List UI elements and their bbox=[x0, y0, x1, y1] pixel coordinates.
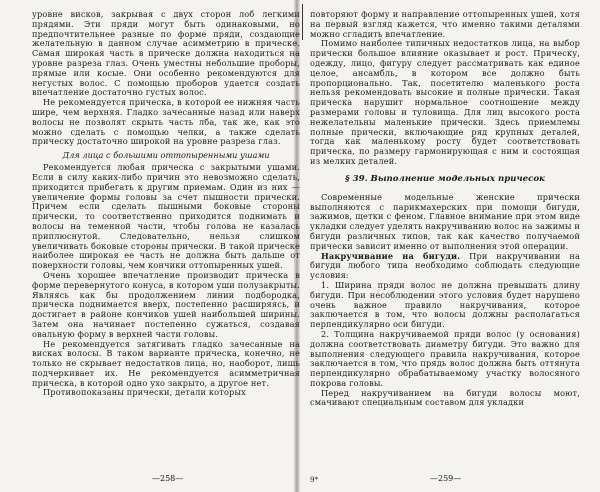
left-paragraph-1: уровне висков, закрывая с двух сторон лоб легкими прядями. Эти пряди могут быть одинаковыми, но предпочтительнее разные по форме пряди, создающие желательную в данном случае асимметрию в прическе. Самая широкая часть в прическе должна находиться на уровне разреза глаз. Очень уместны небольшие проборы, прямые или косые. Они особенно рекомендуются для негустых волос. С помощью проборов удается создать впечатление достаточно густых волос. bbox=[32, 10, 300, 98]
right-paragraph-1: повторяют форму и направление оттопыренных ушей, хотя на первый взгляд кажется, что именно такими деталями можно сгладить впечатление. bbox=[310, 10, 580, 39]
bold-run-heading: Накручивание на бигуди. bbox=[321, 250, 461, 261]
spine-mark bbox=[302, 4, 303, 40]
signature-mark: 9* bbox=[310, 476, 318, 484]
left-paragraph-2: Не рекомендуется прическа, в которой ее нижняя часть шире, чем верхняя. Гладко зачесанные назад или наверх волосы не позволят скрыть часть лба, так же, как это можно сделать с помощью челки, а также сделать прическу достаточно широкой на уровне разреза глаз. bbox=[32, 97, 300, 147]
left-page-number: —258— bbox=[152, 474, 184, 483]
left-page bbox=[32, 10, 300, 484]
right-page-number: —259— bbox=[430, 474, 462, 483]
right-paragraph-7: Перед накручиванием на бигуди волосы моют, смачивают специальным составом для укладки bbox=[310, 387, 580, 408]
paragraph-4-rest: При накручивании на бигуди любого типа необходимо соблюдать следующие условия: bbox=[310, 250, 580, 281]
left-subheading: Для лица с большими оттопыренными ушами bbox=[62, 150, 270, 161]
right-page bbox=[310, 10, 580, 484]
right-paragraph-6: 2. Толщина накручиваемой пряди волос (у основания) должна соответствовать диаметру бигуди. Это важно для выполнения следующего правила накручивания, которое заключается в том, что прядь волос должна быть оттянута перпендикулярно обрабатываемому участку волосяного покрова головы. bbox=[310, 328, 580, 388]
left-paragraph-6: Противопоказаны прически, детали которых bbox=[43, 387, 246, 398]
left-paragraph-3: Рекомендуется любая прическа с закрытыми ушами. Если в силу каких-либо причин это невозможно сделать, приходится прибегать к другим приемам. Один из них — увеличение формы головы за счет пышности прически. Причем если сделать пышными боковые стороны прически, то соответственно приходится поднимать и волосы на теменной части, чтобы голова не казалась приплюснутой. Следовательно, нельзя слишком увеличивать боковые стороны прически. В такой прическе наиболее широкая ее часть не должна быть дальше от поверхности головы, чем кончики оттопыренных ушей. bbox=[32, 162, 300, 271]
left-paragraph-5: Не рекомендуется затягивать гладко зачесанные на висках волосы. В таком варианте прическа, конечно, не только не скрывает недостатков лица, но, наоборот, лишь подчеркивает их. Не рекомендуется асимметричная прическа, в которой одно ухо закрыто, а другое нет. bbox=[32, 338, 300, 388]
right-paragraph-3: Современные модельные женские прически выполняются с парикмахерских при помощи бигуди, зажимов, щетки с феном. Главное внимание при этом виде укладки следует уделять накручиванию волос на зажимы и бигуди различных типов, так как качество получаемой прически зависит именно от выполнения этой операции. bbox=[310, 191, 580, 251]
section-title: § 39. Выполнение модельных причесок bbox=[345, 173, 545, 184]
right-paragraph-2: Помимо наиболее типичных недостатков лица, на выбор прически большое влияние оказывает и рост. Прическу, одежду, лицо, фигуру следует рассматривать как единое целое, ансамбль, в котором все должно быть пропорционально. Так, посетителю маленького роста нельзя рекомендовать высокие и полные прически. Такая прическа нарушит нормальное соотношение между размерами головы и туловища. Для лиц высокого роста нежелательны маленькие прически. Здесь приемлемы полные прически, включающие ряд крупных деталей, тогда как маленькому росту будет соответствовать прическа, по размеру гармонирующая с ним и состоящая из мелких деталей. bbox=[310, 38, 580, 166]
left-paragraph-4: Очень хорошее впечатление производит прическа в форме перевернутого конуса, в котором уши полузакрыты. Являясь как бы продолжением линии подбородка, прическа поднимается вверх, постепенно расширяясь, и достигает в районе кончиков ушей наибольшей ширины. Затем она начинает постепенно сужаться, создавая овальную форму в верхней части головы. bbox=[32, 269, 300, 339]
right-paragraph-4 bbox=[310, 252, 580, 281]
right-paragraph-5: 1. Ширина пряди волос не должна превышать длину бигуди. При несоблюдении этого условия будет нарушено очень важное правило накручивания, которое заключается в том, что волосы должны располагаться перпендикулярно оси бигуди. bbox=[310, 279, 580, 330]
